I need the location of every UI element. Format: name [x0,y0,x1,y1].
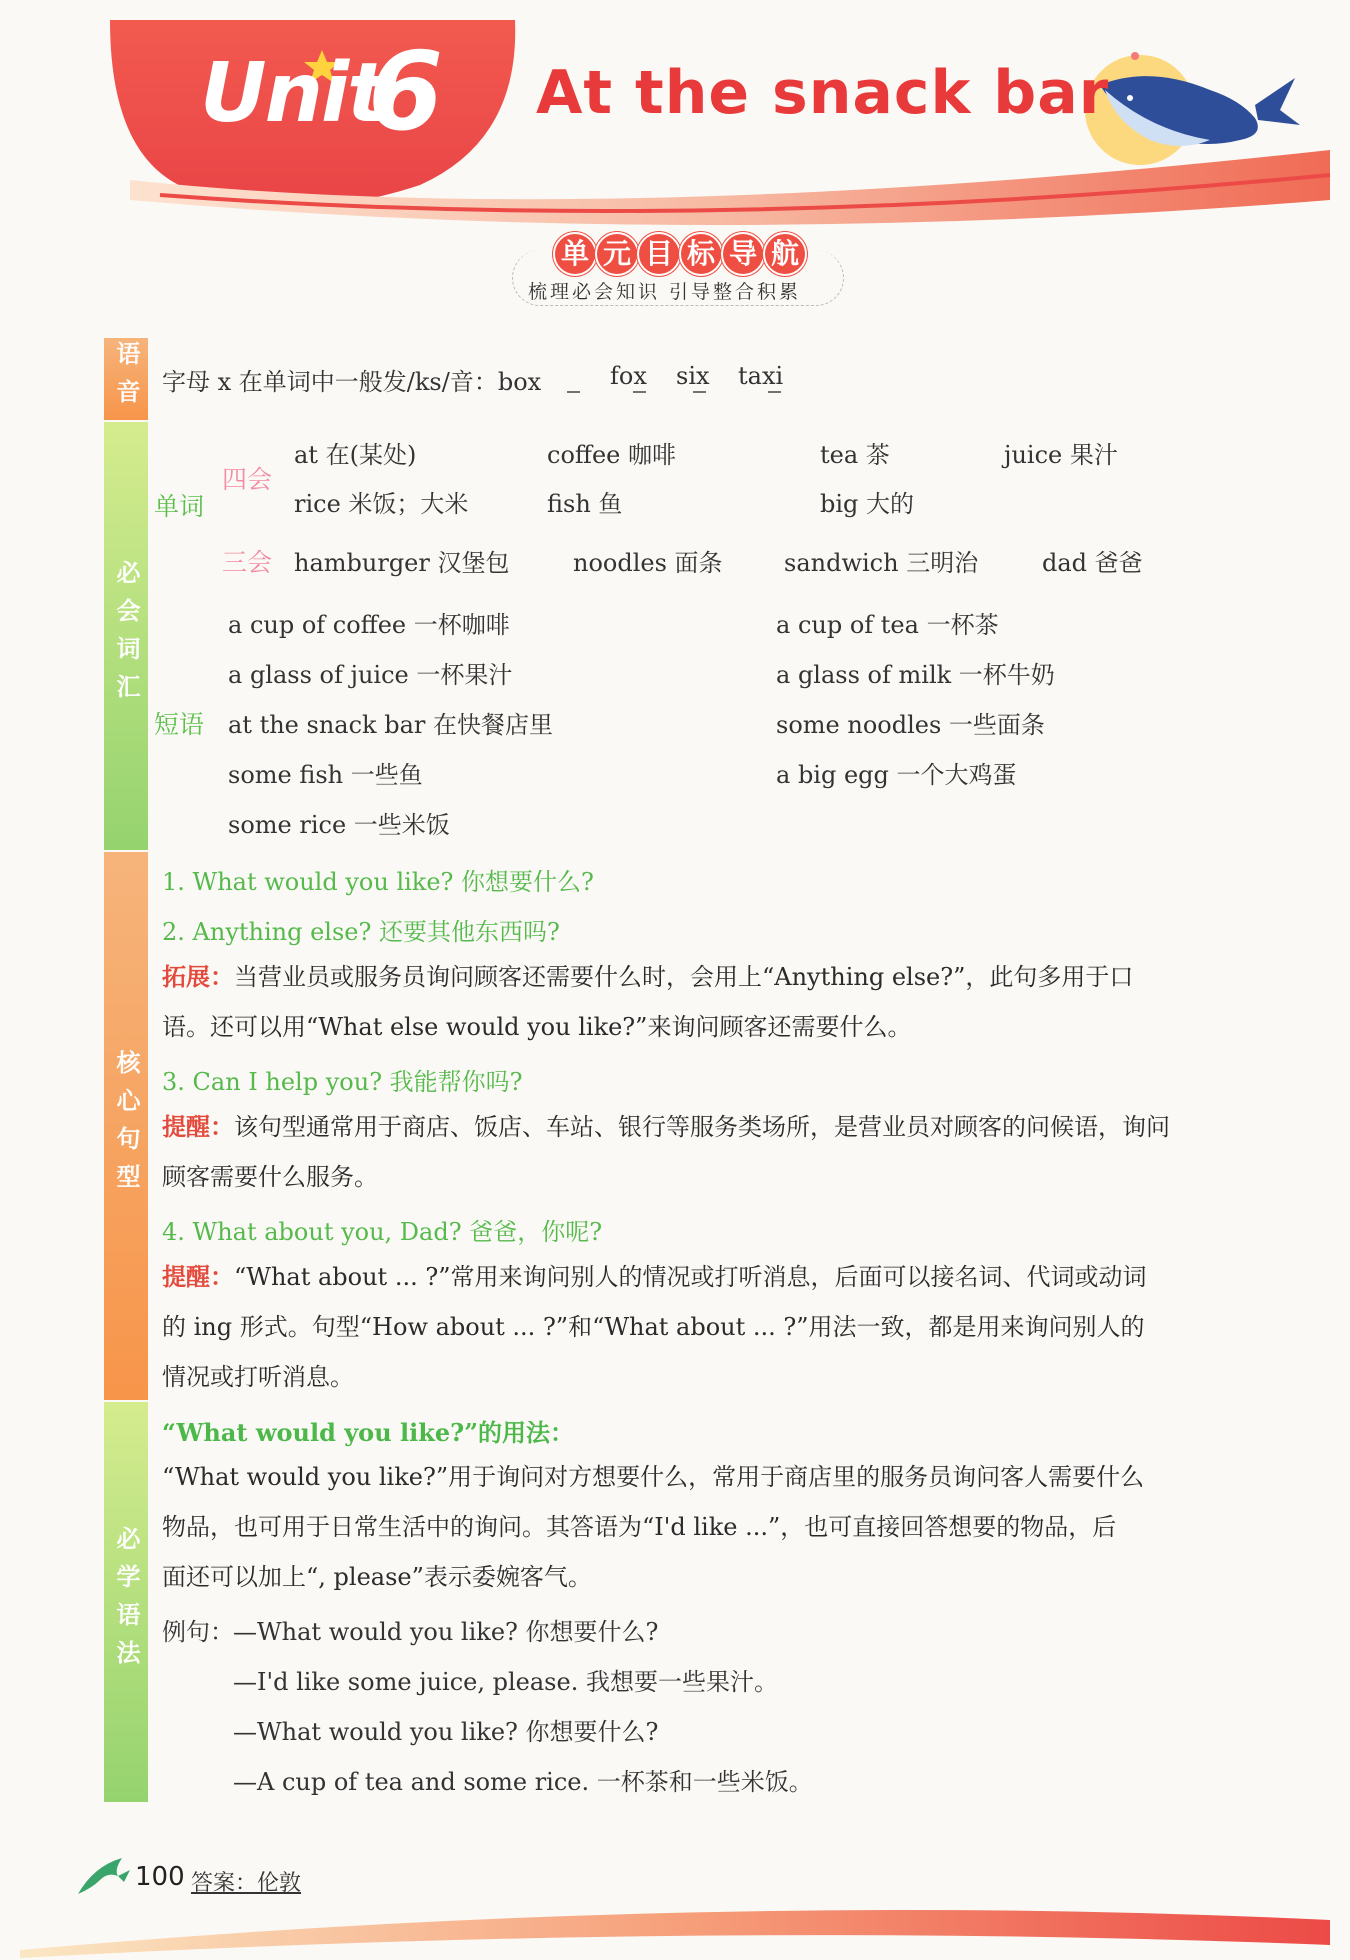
phonics-word: taxi [738,362,784,390]
tab-vocab [104,422,148,850]
vocab-item: big 大的 [820,490,915,518]
phrase-item: some rice 一些米饭 [228,811,450,839]
phrase-item: a glass of milk 一杯牛奶 [776,661,1055,689]
phonics-word: fox [610,362,647,390]
phrase-item: a cup of tea 一杯茶 [776,611,999,639]
vocab-item: fish 鱼 [547,490,623,518]
nav-subtitle: 梳理必会知识 引导整合积累 [528,281,802,303]
nav-title-char: 单 [553,232,597,276]
extension-label: 拓展： [162,962,234,991]
nav-title-char: 元 [595,232,639,276]
tab-vocab-label: 必会词汇 [112,560,140,712]
phonics-word: box [497,368,542,396]
extension-line: 当营业员或服务员询问顾客还需要什么时，会用上“Anything else?”，此句多用于口 [234,963,1134,991]
grammar-heading: “What would you like?”的用法： [162,1418,574,1447]
tip-line: 顾客需要什么服务。 [162,1163,378,1191]
vocab-item: coffee 咖啡 [547,441,676,469]
tip-line: 情况或打听消息。 [162,1363,354,1391]
extension-line: 语。还可以用“What else would you like?”来询问顾客还需要什么。 [162,1013,912,1041]
dolphin-icon [74,1850,134,1900]
tip-line: “What about ... ?”常用来询问别人的情况或打听消息，后面可以接名词、代词或动词 [234,1263,1147,1291]
core-sentence: 3. Can I help you? 我能帮你吗? [162,1068,523,1096]
core-sentence: 2. Anything else? 还要其他东西吗? [162,918,560,946]
vocab-item: juice 果汁 [1004,441,1118,469]
example-line: —What would you like? 你想要什么? [233,1718,659,1746]
page-number: 100 [135,1862,185,1892]
example-line: —A cup of tea and some rice. 一杯茶和一些米饭。 [233,1768,813,1796]
nav-title-char: 航 [763,232,807,276]
phonics-underlines [0,0,1350,400]
grammar-line: 面还可以加上“, please”表示委婉客气。 [162,1563,592,1591]
phrase-item: at the snack bar 在快餐店里 [228,711,553,739]
vocab-item: sandwich 三明治 [784,549,979,577]
phrase-item: some noodles 一些面条 [776,711,1045,739]
phonics-rule-text: 字母 x 在单词中一般发/ks/音： [162,368,498,396]
nav-title-char: 标 [679,232,723,276]
grammar-paragraph [162,1452,1262,1602]
tab-grammar-label: 必学语法 [112,1526,140,1678]
extension-note [162,952,1262,1052]
footer-band [0,1900,1350,1960]
tab-grammar [104,1402,148,1802]
vocab-item: noodles 面条 [573,549,723,577]
vocab-item: rice 米饭；大米 [294,490,469,518]
phrase-item: a cup of coffee 一杯咖啡 [228,611,510,639]
nav-title-char: 目 [637,232,681,276]
example-label: 例句： [162,1618,234,1646]
tip-note [162,1252,1262,1402]
tip-label: 提醒： [162,1112,234,1141]
example-line: —What would you like? 你想要什么? [233,1618,659,1646]
grammar-line: “What would you like?”用于询问对方想要什么，常用于商店里的服务员询问客人需要什么 [162,1463,1145,1491]
three-skill-label: 三会 [222,548,273,577]
nav-title-char: 导 [721,232,765,276]
core-sentence: 1. What would you like? 你想要什么? [162,868,594,896]
unit-number: 6 [368,30,444,155]
unit-title: At the snack bar [536,58,1110,128]
phrase-item: a glass of juice 一杯果汁 [228,661,513,689]
four-skill-label: 四会 [222,465,273,494]
example-line: —I'd like some juice, please. 我想要一些果汁。 [233,1668,778,1696]
unit-label: Unit [200,46,385,141]
tab-sentences-label: 核心句型 [112,1050,140,1202]
vocab-item: hamburger 汉堡包 [294,549,510,577]
tab-phonics-label: 语音 [112,341,140,417]
tip-note [162,1102,1262,1202]
tip-label: 提醒： [162,1262,234,1291]
tip-line: 的 ing 形式。句型“How about ... ?”和“What about ... ?”用法一致，都是用来询问别人的 [162,1313,1145,1341]
vocab-item: at 在(某处) [294,441,417,469]
vocab-word-label: 单词 [154,492,205,521]
answer-note: 答案：伦敦 [191,1871,302,1896]
phrase-item: a big egg 一个大鸡蛋 [776,761,1017,789]
phrase-label: 短语 [154,710,205,739]
tab-sentences [104,852,148,1400]
phonics-word: six [676,362,710,390]
phrase-item: some fish 一些鱼 [228,761,423,789]
vocab-item: tea 茶 [820,441,890,469]
tip-line: 该句型通常用于商店、饭店、车站、银行等服务类场所，是营业员对顾客的问候语，询问 [234,1113,1170,1141]
vocab-item: dad 爸爸 [1042,549,1143,577]
core-sentence: 4. What about you, Dad? 爸爸，你呢? [162,1218,603,1246]
grammar-line: 物品，也可用于日常生活中的询问。其答语为“I'd like ...”，也可直接回答想要的物品，后 [162,1513,1117,1541]
